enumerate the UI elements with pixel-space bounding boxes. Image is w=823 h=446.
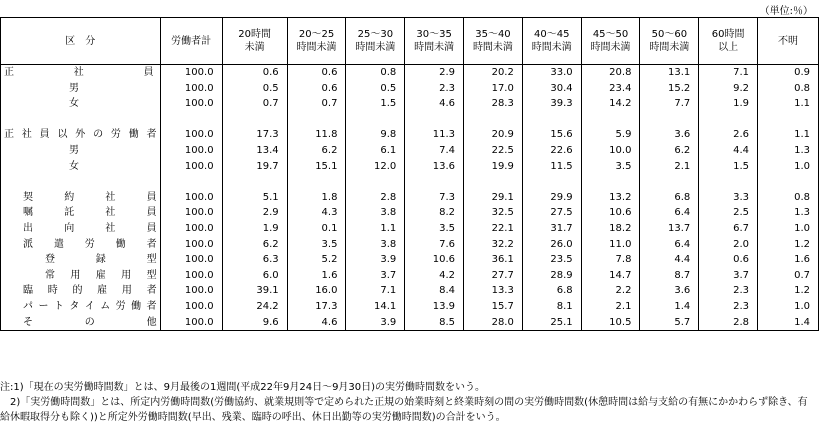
cell-value bbox=[699, 112, 758, 128]
cell-value bbox=[758, 174, 819, 190]
cell-value: 13.9 bbox=[405, 299, 464, 315]
cell-value: 100.0 bbox=[160, 159, 222, 175]
cell-value: 3.5 bbox=[287, 237, 346, 253]
cell-value: 3.3 bbox=[699, 190, 758, 206]
row-label: 臨 時 的 雇 用 者 bbox=[1, 283, 161, 299]
cell-value: 100.0 bbox=[160, 127, 222, 143]
cell-value: 32.5 bbox=[464, 205, 523, 221]
cell-value: 3.5 bbox=[581, 159, 640, 175]
cell-value: 2.1 bbox=[581, 299, 640, 315]
cell-value: 100.0 bbox=[160, 237, 222, 253]
cell-value: 4.6 bbox=[287, 315, 346, 331]
table-row bbox=[1, 190, 819, 206]
cell-value: 1.8 bbox=[287, 190, 346, 206]
header-col: 50～60 時間未満 bbox=[640, 18, 699, 65]
cell-value bbox=[222, 174, 287, 190]
cell-value: 8.1 bbox=[522, 299, 581, 315]
cell-value: 12.0 bbox=[346, 159, 405, 175]
cell-value: 29.1 bbox=[464, 190, 523, 206]
cell-value: 2.0 bbox=[699, 237, 758, 253]
cell-value: 3.6 bbox=[640, 283, 699, 299]
cell-value bbox=[699, 174, 758, 190]
header-col: 30～35 時間未満 bbox=[405, 18, 464, 65]
cell-value: 100.0 bbox=[160, 268, 222, 284]
cell-value: 10.5 bbox=[581, 315, 640, 331]
cell-value: 2.8 bbox=[699, 315, 758, 331]
cell-value: 13.2 bbox=[581, 190, 640, 206]
cell-value: 10.6 bbox=[581, 205, 640, 221]
cell-value: 2.1 bbox=[640, 159, 699, 175]
cell-value bbox=[522, 174, 581, 190]
table-row bbox=[1, 205, 819, 221]
cell-value: 0.6 bbox=[699, 252, 758, 268]
cell-value: 0.5 bbox=[346, 81, 405, 97]
row-label: 男 bbox=[1, 143, 161, 159]
cell-value: 22.6 bbox=[522, 143, 581, 159]
unit-label: （単位:％） bbox=[759, 6, 813, 17]
cell-value: 100.0 bbox=[160, 283, 222, 299]
cell-value: 8.7 bbox=[640, 268, 699, 284]
cell-value: 5.2 bbox=[287, 252, 346, 268]
cell-value bbox=[640, 174, 699, 190]
cell-value: 100.0 bbox=[160, 315, 222, 331]
cell-value: 17.3 bbox=[287, 299, 346, 315]
cell-value: 32.2 bbox=[464, 237, 523, 253]
cell-value: 7.6 bbox=[405, 237, 464, 253]
cell-value: 20.8 bbox=[581, 65, 640, 81]
cell-value: 11.8 bbox=[287, 127, 346, 143]
cell-value: 20.2 bbox=[464, 65, 523, 81]
row-label: パ ー ト タ イ ム 労 働 者 bbox=[1, 299, 161, 315]
cell-value: 4.4 bbox=[699, 143, 758, 159]
cell-value bbox=[346, 174, 405, 190]
cell-value: 2.3 bbox=[699, 299, 758, 315]
table-row bbox=[1, 174, 819, 190]
header-col: 20時間 未満 bbox=[222, 18, 287, 65]
table-row bbox=[1, 143, 819, 159]
cell-value: 6.2 bbox=[287, 143, 346, 159]
cell-value: 25.1 bbox=[522, 315, 581, 331]
cell-value: 1.5 bbox=[699, 159, 758, 175]
cell-value bbox=[522, 112, 581, 128]
cell-value: 0.8 bbox=[758, 190, 819, 206]
cell-value: 1.9 bbox=[699, 96, 758, 112]
cell-value: 26.0 bbox=[522, 237, 581, 253]
table-row bbox=[1, 96, 819, 112]
cell-value: 3.8 bbox=[346, 205, 405, 221]
cell-value: 7.1 bbox=[346, 283, 405, 299]
cell-value: 22.1 bbox=[464, 221, 523, 237]
cell-value: 33.0 bbox=[522, 65, 581, 81]
cell-value bbox=[581, 112, 640, 128]
cell-value: 3.9 bbox=[346, 252, 405, 268]
cell-value: 1.0 bbox=[758, 299, 819, 315]
cell-value: 6.1 bbox=[346, 143, 405, 159]
row-label: 登 録 型 bbox=[1, 252, 161, 268]
cell-value: 5.7 bbox=[640, 315, 699, 331]
cell-value: 6.2 bbox=[222, 237, 287, 253]
cell-value: 1.1 bbox=[758, 127, 819, 143]
table-body bbox=[1, 65, 819, 331]
cell-value: 17.0 bbox=[464, 81, 523, 97]
table-row bbox=[1, 159, 819, 175]
cell-value: 9.6 bbox=[222, 315, 287, 331]
cell-value: 23.4 bbox=[581, 81, 640, 97]
cell-value: 15.2 bbox=[640, 81, 699, 97]
notes bbox=[0, 380, 817, 425]
cell-value: 31.7 bbox=[522, 221, 581, 237]
row-label bbox=[1, 112, 161, 128]
cell-value: 1.6 bbox=[287, 268, 346, 284]
cell-value: 27.5 bbox=[522, 205, 581, 221]
cell-value: 7.4 bbox=[405, 143, 464, 159]
table-row bbox=[1, 315, 819, 331]
cell-value: 18.2 bbox=[581, 221, 640, 237]
note-1: 注:1)「現在の実労働時間数」とは、9月最後の1週間(平成22年9月24日～9月30日)の実労働時間数をいう。 bbox=[0, 382, 486, 393]
cell-value: 6.3 bbox=[222, 252, 287, 268]
cell-value bbox=[160, 112, 222, 128]
row-label: 女 bbox=[1, 159, 161, 175]
cell-value bbox=[405, 112, 464, 128]
table-row bbox=[1, 221, 819, 237]
cell-value: 13.3 bbox=[464, 283, 523, 299]
cell-value: 14.1 bbox=[346, 299, 405, 315]
header-col: 不明 bbox=[758, 18, 819, 65]
table-row bbox=[1, 252, 819, 268]
cell-value: 3.6 bbox=[640, 127, 699, 143]
cell-value: 17.3 bbox=[222, 127, 287, 143]
cell-value: 13.4 bbox=[222, 143, 287, 159]
cell-value: 5.9 bbox=[581, 127, 640, 143]
row-label: 男 bbox=[1, 81, 161, 97]
cell-value: 1.0 bbox=[758, 159, 819, 175]
cell-value bbox=[464, 174, 523, 190]
cell-value: 11.0 bbox=[581, 237, 640, 253]
cell-value: 16.0 bbox=[287, 283, 346, 299]
cell-value: 4.3 bbox=[287, 205, 346, 221]
header-category: 区 分 bbox=[1, 18, 161, 65]
cell-value: 6.0 bbox=[222, 268, 287, 284]
cell-value: 2.3 bbox=[405, 81, 464, 97]
header-col: 35～40 時間未満 bbox=[464, 18, 523, 65]
cell-value: 0.6 bbox=[287, 65, 346, 81]
cell-value: 8.5 bbox=[405, 315, 464, 331]
cell-value: 1.9 bbox=[222, 221, 287, 237]
cell-value: 6.4 bbox=[640, 205, 699, 221]
cell-value: 24.2 bbox=[222, 299, 287, 315]
table-row bbox=[1, 112, 819, 128]
cell-value: 10.0 bbox=[581, 143, 640, 159]
cell-value: 6.8 bbox=[640, 190, 699, 206]
cell-value: 100.0 bbox=[160, 205, 222, 221]
table-row bbox=[1, 81, 819, 97]
cell-value: 7.8 bbox=[581, 252, 640, 268]
cell-value: 1.3 bbox=[758, 143, 819, 159]
table-row bbox=[1, 127, 819, 143]
cell-value: 28.3 bbox=[464, 96, 523, 112]
cell-value bbox=[160, 174, 222, 190]
header-col: 45～50 時間未満 bbox=[581, 18, 640, 65]
cell-value: 1.5 bbox=[346, 96, 405, 112]
cell-value: 14.2 bbox=[581, 96, 640, 112]
header-col: 20～25 時間未満 bbox=[287, 18, 346, 65]
cell-value: 19.7 bbox=[222, 159, 287, 175]
cell-value: 3.7 bbox=[346, 268, 405, 284]
cell-value: 100.0 bbox=[160, 65, 222, 81]
row-label: 出 向 社 員 bbox=[1, 221, 161, 237]
table-row bbox=[1, 65, 819, 81]
cell-value: 8.2 bbox=[405, 205, 464, 221]
cell-value: 2.3 bbox=[699, 283, 758, 299]
row-label: 常 用 雇 用 型 bbox=[1, 268, 161, 284]
cell-value: 4.4 bbox=[640, 252, 699, 268]
cell-value: 8.4 bbox=[405, 283, 464, 299]
cell-value: 100.0 bbox=[160, 81, 222, 97]
cell-value: 0.9 bbox=[758, 65, 819, 81]
cell-value: 29.9 bbox=[522, 190, 581, 206]
cell-value: 100.0 bbox=[160, 190, 222, 206]
cell-value: 7.1 bbox=[699, 65, 758, 81]
cell-value: 13.1 bbox=[640, 65, 699, 81]
header-col: 40～45 時間未満 bbox=[522, 18, 581, 65]
cell-value: 100.0 bbox=[160, 143, 222, 159]
cell-value: 0.6 bbox=[222, 65, 287, 81]
cell-value: 23.5 bbox=[522, 252, 581, 268]
cell-value: 0.7 bbox=[222, 96, 287, 112]
cell-value: 6.8 bbox=[522, 283, 581, 299]
header-col: 労働者計 bbox=[160, 18, 222, 65]
cell-value: 7.3 bbox=[405, 190, 464, 206]
cell-value: 9.8 bbox=[346, 127, 405, 143]
cell-value: 22.5 bbox=[464, 143, 523, 159]
note-2: 2)「実労働時間数」とは、所定内労働時間数(労働協約、就業規則等で定められた正規の始業時刻と終業時刻の間の実労働時間数(休憩時間は給与支給の有無にかかわらず除き、有給休暇取得分も除く))と所定外労働時間数(早出、残業、臨時の呼出、休日出勤等の実労働時間数)の合計をいう。 bbox=[0, 397, 808, 423]
cell-value: 1.6 bbox=[758, 252, 819, 268]
cell-value: 39.3 bbox=[522, 96, 581, 112]
cell-value bbox=[287, 112, 346, 128]
row-label: 契 約 社 員 bbox=[1, 190, 161, 206]
cell-value bbox=[581, 174, 640, 190]
table-row bbox=[1, 299, 819, 315]
cell-value: 28.9 bbox=[522, 268, 581, 284]
cell-value: 0.7 bbox=[758, 268, 819, 284]
cell-value: 15.1 bbox=[287, 159, 346, 175]
cell-value: 3.9 bbox=[346, 315, 405, 331]
cell-value: 15.6 bbox=[522, 127, 581, 143]
cell-value: 1.1 bbox=[346, 221, 405, 237]
cell-value: 9.2 bbox=[699, 81, 758, 97]
row-label: 派 遣 労 働 者 bbox=[1, 237, 161, 253]
cell-value: 2.2 bbox=[581, 283, 640, 299]
cell-value: 2.9 bbox=[222, 205, 287, 221]
cell-value: 2.6 bbox=[699, 127, 758, 143]
cell-value: 6.4 bbox=[640, 237, 699, 253]
row-label: 嘱 託 社 員 bbox=[1, 205, 161, 221]
cell-value: 3.7 bbox=[699, 268, 758, 284]
row-label: 女 bbox=[1, 96, 161, 112]
cell-value: 28.0 bbox=[464, 315, 523, 331]
cell-value: 1.4 bbox=[758, 315, 819, 331]
cell-value: 2.9 bbox=[405, 65, 464, 81]
cell-value: 36.1 bbox=[464, 252, 523, 268]
cell-value: 4.6 bbox=[405, 96, 464, 112]
cell-value bbox=[346, 112, 405, 128]
cell-value: 7.7 bbox=[640, 96, 699, 112]
cell-value: 4.2 bbox=[405, 268, 464, 284]
row-label bbox=[1, 174, 161, 190]
cell-value: 19.9 bbox=[464, 159, 523, 175]
cell-value: 0.8 bbox=[346, 65, 405, 81]
cell-value: 1.2 bbox=[758, 283, 819, 299]
cell-value: 10.6 bbox=[405, 252, 464, 268]
cell-value: 27.7 bbox=[464, 268, 523, 284]
row-label: そ の 他 bbox=[1, 315, 161, 331]
cell-value: 20.9 bbox=[464, 127, 523, 143]
cell-value bbox=[758, 112, 819, 128]
cell-value: 30.4 bbox=[522, 81, 581, 97]
table-row bbox=[1, 237, 819, 253]
cell-value: 11.3 bbox=[405, 127, 464, 143]
cell-value: 1.2 bbox=[758, 237, 819, 253]
header-col: 25～30 時間未満 bbox=[346, 18, 405, 65]
cell-value bbox=[222, 112, 287, 128]
cell-value: 0.1 bbox=[287, 221, 346, 237]
cell-value: 100.0 bbox=[160, 221, 222, 237]
cell-value: 1.0 bbox=[758, 221, 819, 237]
cell-value: 15.7 bbox=[464, 299, 523, 315]
cell-value: 100.0 bbox=[160, 96, 222, 112]
cell-value: 100.0 bbox=[160, 252, 222, 268]
cell-value: 13.7 bbox=[640, 221, 699, 237]
cell-value: 1.3 bbox=[758, 205, 819, 221]
cell-value: 5.1 bbox=[222, 190, 287, 206]
cell-value: 3.8 bbox=[346, 237, 405, 253]
cell-value bbox=[405, 174, 464, 190]
cell-value bbox=[287, 174, 346, 190]
cell-value: 0.7 bbox=[287, 96, 346, 112]
cell-value: 11.5 bbox=[522, 159, 581, 175]
cell-value: 2.8 bbox=[346, 190, 405, 206]
cell-value bbox=[464, 112, 523, 128]
header-col: 60時間 以上 bbox=[699, 18, 758, 65]
cell-value bbox=[640, 112, 699, 128]
cell-value: 0.5 bbox=[222, 81, 287, 97]
cell-value: 39.1 bbox=[222, 283, 287, 299]
cell-value: 14.7 bbox=[581, 268, 640, 284]
table-row bbox=[1, 283, 819, 299]
cell-value: 0.8 bbox=[758, 81, 819, 97]
header-row bbox=[1, 18, 819, 65]
row-label: 正 社 員 以 外 の 労 働 者 bbox=[1, 127, 161, 143]
cell-value: 3.5 bbox=[405, 221, 464, 237]
cell-value: 2.5 bbox=[699, 205, 758, 221]
cell-value: 1.1 bbox=[758, 96, 819, 112]
row-label: 正 社 員 bbox=[1, 65, 161, 81]
cell-value: 13.6 bbox=[405, 159, 464, 175]
cell-value: 0.6 bbox=[287, 81, 346, 97]
cell-value: 100.0 bbox=[160, 299, 222, 315]
table-row bbox=[1, 268, 819, 284]
cell-value: 1.4 bbox=[640, 299, 699, 315]
hours-table bbox=[0, 17, 819, 331]
cell-value: 6.2 bbox=[640, 143, 699, 159]
cell-value: 6.7 bbox=[699, 221, 758, 237]
